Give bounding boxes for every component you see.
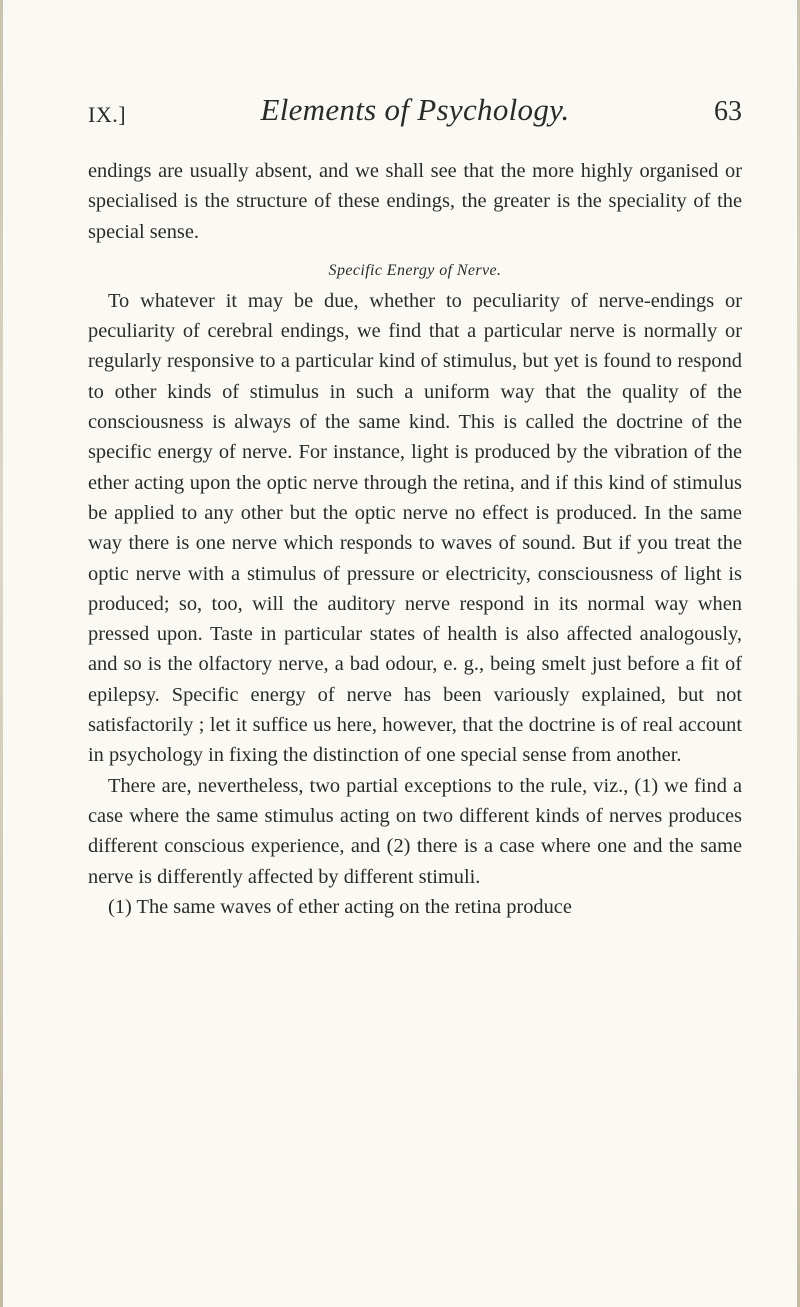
body-text (88, 156, 742, 922)
book-title: Elements of Psychology. (260, 92, 570, 127)
paragraph: endings are usually absent, and we shall see that the more highly organised or specialised is the structure of these endings, the greater is the speciality of the special sense. (88, 160, 742, 243)
running-head (88, 90, 742, 136)
page-edge-left (0, 0, 3, 1307)
page-number: 63 (714, 96, 742, 127)
paragraph: There are, nevertheless, two partial exceptions to the rule, viz., (1) we find a case where the same stimulus acting on two different kinds of nerves produces different conscious experience, and (2) there is a case where one and the same nerve is differently affected by different stimuli. (88, 774, 742, 888)
paragraph: (1) The same waves of ether acting on the retina produce (108, 895, 572, 918)
section-heading: Specific Energy of Nerve. (328, 261, 502, 279)
paragraph: To whatever it may be due, whether to peculiarity of nerve-endings or peculiarity of cerebral endings, we find that a particular nerve is normally or regularly responsive to a particular kind of stimulus, but yet is found to respond to other kinds of stimulus in such a uniform way that the quality of the consciousness is always of the same kind. This is called the doctrine of the specific energy of nerve. For instance, light is produced by the vibration of the ether acting upon the optic nerve through the retina, and if this kind of stimulus be applied to any other but the optic nerve no effect is produced. In the same way there is one nerve which responds to waves of sound. But if you treat the optic nerve with a stimulus of pressure or electricity, consciousness of light is produced; so, too, will the auditory nerve respond in its normal way when pressed upon. Taste in particular states of health is also affected analogously, and so is the olfactory nerve, a bad odour, e. g., being smelt just before a fit of epilepsy. Specific energy of nerve has been variously explained, but not satisfactorily ; let it suffice us here, however, that the doctrine is of real account in psychology in fixing the distinction of one special sense from another. (88, 289, 742, 767)
chapter-marker: IX.] (88, 102, 127, 127)
